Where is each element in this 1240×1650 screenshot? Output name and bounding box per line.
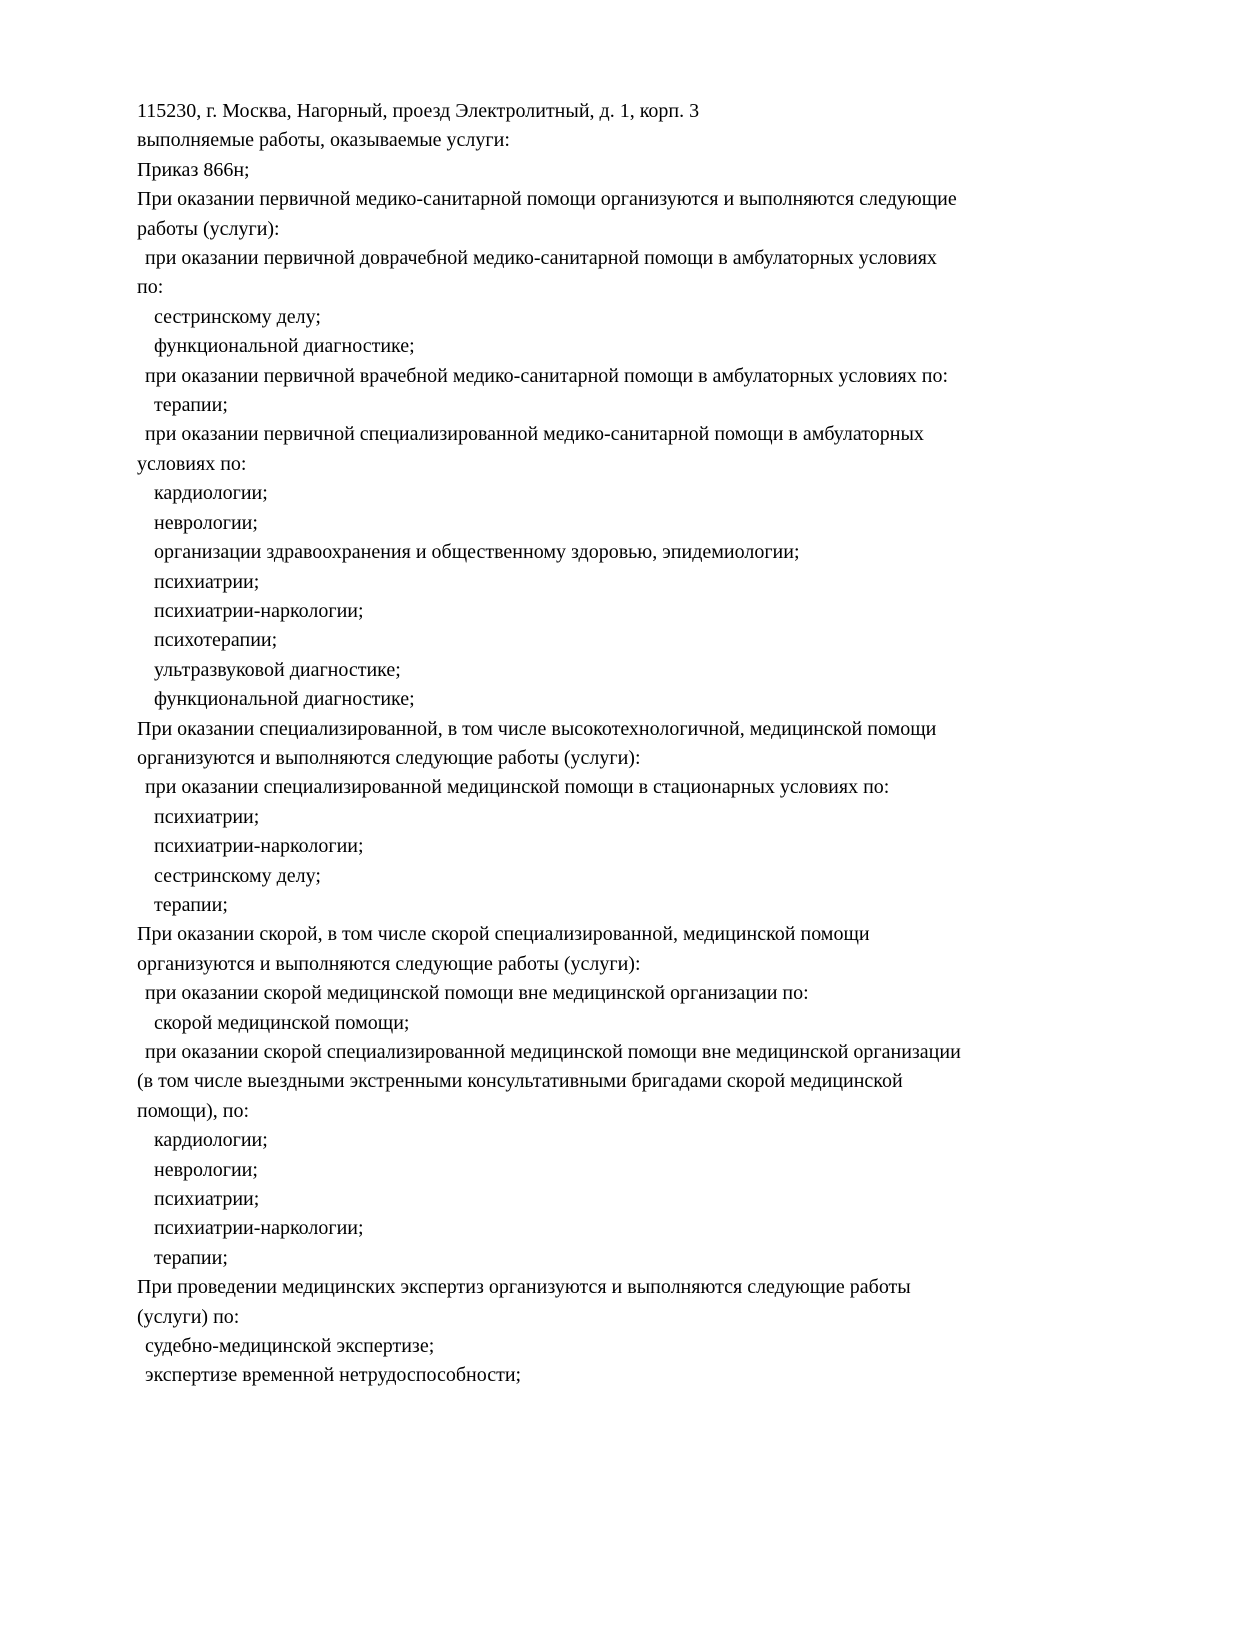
document-line: психотерапии; [154,629,278,652]
document-line: психиатрии-наркологии; [154,1217,364,1240]
document-line: выполняемые работы, оказываемые услуги: [137,129,510,152]
document-line: условиях по: [137,452,247,475]
document-line: при оказании первичной специализированной медико-санитарной помощи в амбулаторных [145,423,924,446]
document-line: терапии; [154,1246,228,1269]
document-line: терапии; [154,394,228,417]
document-line: при оказании скорой медицинской помощи вне медицинской организации по: [145,982,809,1005]
document-line: функциональной диагностике; [154,335,415,358]
document-line: (услуги) по: [137,1305,240,1328]
document-line: сестринскому делу; [154,305,321,328]
document-line: судебно-медицинской экспертизе; [145,1335,435,1358]
document-line: ультразвуковой диагностике; [154,658,401,681]
document-line: психиатрии-наркологии; [154,835,364,858]
document-line: при оказании первичной врачебной медико-санитарной помощи в амбулаторных условиях по: [145,364,949,387]
document-line: организуются и выполняются следующие работы (услуги): [137,952,641,975]
document-line: при оказании скорой специализированной медицинской помощи вне медицинской организации [145,1041,961,1063]
document-line: сестринскому делу; [154,864,321,887]
document-line: При оказании первичной медико-санитарной помощи организуются и выполняются следующие [137,188,957,211]
document-line: (в том числе выездными экстренными консультативными бригадами скорой медицинской [137,1070,903,1093]
document-line: функциональной диагностике; [154,688,415,711]
document-line: при оказании специализированной медицинской помощи в стационарных условиях по: [145,776,890,799]
document-line: психиатрии; [154,805,260,828]
document-line: работы (услуги): [137,217,280,240]
document-line: психиатрии; [154,570,260,593]
document-line: При оказании скорой, в том числе скорой специализированной, медицинской помощи [137,923,870,946]
document-line: организации здравоохранения и общественному здоровью, эпидемиологии; [154,541,800,564]
document-line: психиатрии; [154,1188,260,1211]
document-line: Приказ 866н; [137,158,250,181]
document-line: кардиологии; [154,482,268,505]
document-line: неврологии; [154,511,258,534]
document-line: кардиологии; [154,1129,268,1152]
document-line: 115230, г. Москва, Нагорный, проезд Электролитный, д. 1, корп. 3 [137,100,700,122]
document-line: при оказании первичной доврачебной медико-санитарной помощи в амбулаторных условиях [145,247,937,270]
document-line: психиатрии-наркологии; [154,599,364,622]
document-line: экспертизе временной нетрудоспособности; [145,1364,522,1387]
document-line: организуются и выполняются следующие работы (услуги): [137,746,641,769]
document-line: При оказании специализированной, в том числе высокотехнологичной, медицинской помощи [137,717,937,740]
document-line: скорой медицинской помощи; [154,1011,410,1034]
document-line: При проведении медицинских экспертиз организуются и выполняются следующие работы [137,1276,911,1299]
document-line: по: [137,276,164,299]
document-line: неврологии; [154,1158,258,1181]
document-line: помощи), по: [137,1099,250,1122]
document-line: терапии; [154,893,228,916]
